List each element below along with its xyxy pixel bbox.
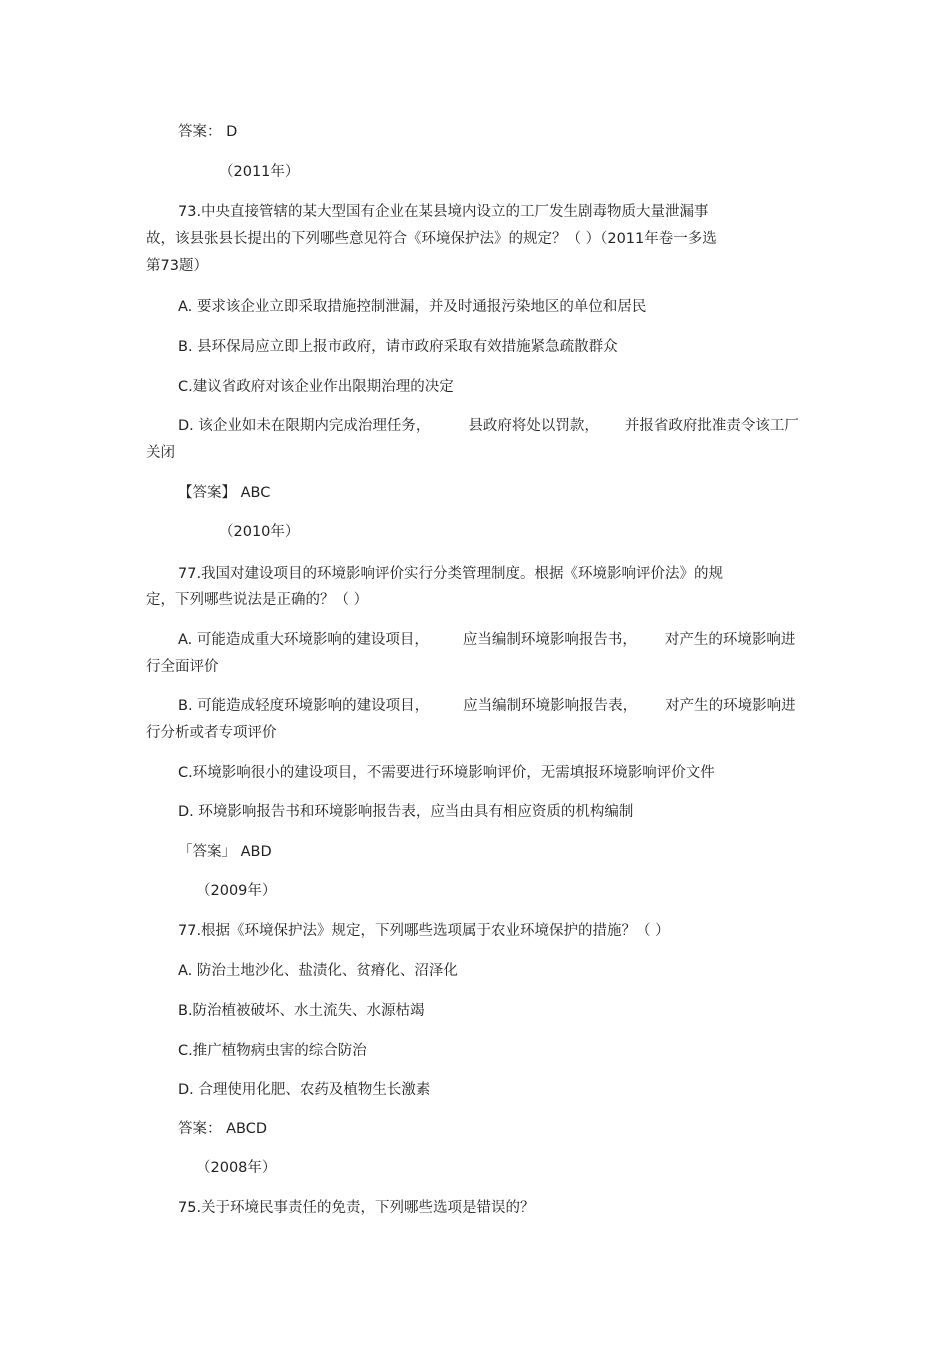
question-75-text: 75.关于环境民事责任的免责，下列哪些选项是错误的？ [178,1200,535,1216]
question-77a-text-line1: 77.我国对建设项目的环境影响评价实行分类管理制度。根据《环境影响评价法》的规 [178,566,724,582]
question-73-option-c: C.建议省政府对该企业作出限期治理的决定 [178,379,454,395]
answer-line: 答案： ABCD [178,1121,268,1137]
option-a-part2: 应当编制环境影响报告书， [462,632,637,648]
question-77b-option-c: C.推广植物病虫害的综合防治 [178,1043,367,1059]
question-73-text-line1: 73.中央直接管辖的某大型国有企业在某县境内设立的工厂发生剧毒物质大量泄漏事 [178,204,709,220]
option-d-part1: D. 该企业如未在限期内完成治理任务， [178,418,431,434]
question-77a-option-a-line1 [178,630,795,650]
year-label: （2010年） [219,524,300,540]
option-b-part1: B. 可能造成轻度环境影响的建设项目， [178,698,430,714]
option-d-part2: 县政府将处以罚款， [468,418,599,434]
question-73-text-line2: 故，该县张县长提出的下列哪些意见符合《环境保护法》的规定？（ ）（2011年卷一多选 [146,231,717,247]
question-77b-option-d: D. 合理使用化肥、农药及植物生长激素 [178,1082,431,1098]
question-77a-option-b-line2: 行分析或者专项评价 [146,725,277,741]
year-label: （2011年） [219,164,300,180]
question-73-option-d-line1 [178,416,799,436]
option-a-part1: A. 可能造成重大环境影响的建设项目， [178,632,429,648]
question-77a-option-d: D. 环境影响报告书和环境影响报告表，应当由具有相应资质的机构编制 [178,804,634,820]
question-77b-text: 77.根据《环境保护法》规定，下列哪些选项属于农业环境保护的措施？（ ） [178,923,670,939]
question-73-text-line3: 第73题） [146,258,208,274]
question-73-option-b: B. 县环保局应立即上报市政府，请市政府采取有效措施紧急疏散群众 [178,339,618,355]
question-77a-option-b-line1 [178,696,796,716]
answer-line: 【答案】 ABC [178,485,271,501]
question-77a-option-a-line2: 行全面评价 [146,659,219,675]
option-b-part3: 对产生的环境影响进 [665,698,796,714]
option-a-part3: 对产生的环境影响进 [664,632,796,648]
option-d-part3: 并报省政府批准责令该工厂 [624,418,799,434]
year-label: （2008年） [196,1160,277,1176]
answer-line: 答案： D [178,124,238,140]
option-b-part2: 应当编制环境影响报告表， [463,698,638,714]
question-73-option-a: A. 要求该企业立即采取措施控制泄漏，并及时通报污染地区的单位和居民 [178,299,647,315]
question-77a-text-line2: 定，下列哪些说法是正确的？（ ） [146,592,369,608]
answer-line: 「答案」 ABD [178,844,272,860]
question-77b-option-a: A. 防治土地沙化、盐渍化、贫瘠化、沼泽化 [178,963,458,979]
question-77a-option-c: C.环境影响很小的建设项目，不需要进行环境影响评价，无需填报环境影响评价文件 [178,765,715,781]
year-label: （2009年） [196,883,277,899]
question-73-option-d-line2: 关闭 [146,445,175,461]
question-77b-option-b: B.防治植被破坏、水土流失、水源枯竭 [178,1003,425,1019]
